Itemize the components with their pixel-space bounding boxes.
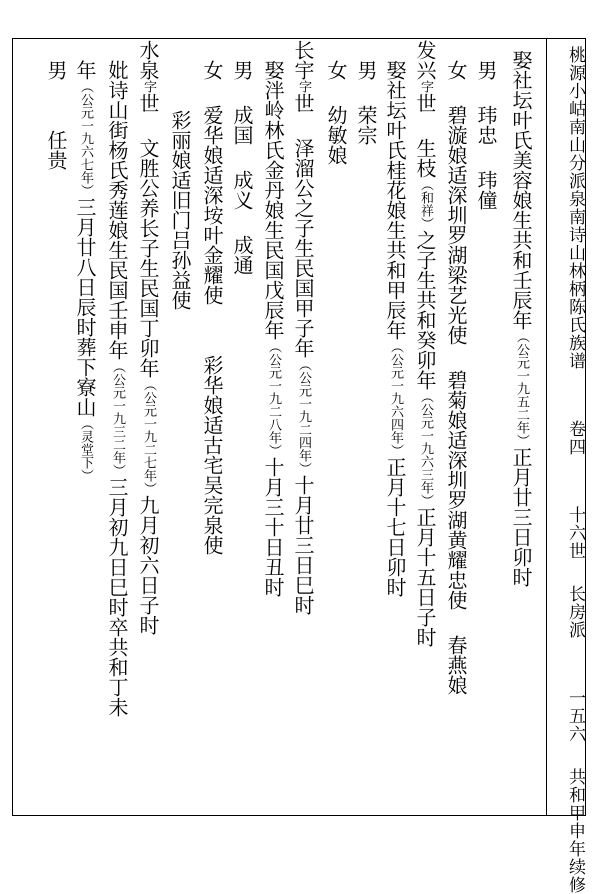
book-title: 桃源小岵南山分派泉南诗山林柄陈氏族谱	[565, 46, 585, 370]
text-column: 女幼敏娘	[324, 60, 348, 165]
text-column: 娶社坛叶氏美容娘生共和壬辰年（公元一九五二年）正月廿三日卯时	[509, 50, 533, 587]
text-column: 女爱华娘适深垵叶金耀使彩华娘适古宅吴完泉使	[200, 60, 224, 555]
text-column: 年（公元一九六七年）三月廿八日辰时葬下寮山（灵堂下）	[73, 60, 97, 482]
text-column: 男玮忠玮僮	[474, 60, 498, 210]
running-header	[560, 46, 586, 894]
text-column: 娶泮岭林氏金丹娘生民国戊辰年（公元一九二八年）十月三十日丑时	[261, 60, 285, 597]
generation-label: 十六世	[565, 506, 585, 560]
volume-label: 卷四	[565, 420, 585, 456]
text-column: 妣诗山街杨氏秀莲娘生民国壬申年（公元一九三二年）三月初九日巳时卒共和丁未	[105, 60, 129, 717]
text-column: 娶社坛叶氏桂花娘生共和甲辰年（公元一九六四年）正月十七日卯时	[383, 60, 407, 597]
header-divider	[546, 38, 547, 816]
text-column: 长宇字世泽溜公之子生民国甲子年（公元一九二四年）十月廿三日巳时	[291, 40, 315, 615]
text-column: 男任贵	[44, 60, 68, 170]
text-column: 发兴字世生枝（和祥）之子生共和癸卯年（公元一九六三年）正月十五日子时	[413, 40, 437, 647]
page-number: 一五六	[565, 689, 585, 743]
text-column: 男荣宗	[354, 60, 378, 145]
text-column: 男成国成义成通	[230, 60, 254, 275]
branch-label: 长房派	[565, 585, 585, 639]
text-column: 水泉字世文胜公养长子生民国丁卯年（公元一九二七年）九月初六日子时	[136, 40, 160, 635]
text-column: 女碧漩娘适深圳罗湖梁艺光使碧菊娘适深圳罗湖黄耀忠使春燕娘	[444, 60, 468, 695]
edition-label: 共和甲申年续修	[565, 768, 585, 894]
text-column: 彩丽娘适旧门吕孙益使	[168, 110, 192, 310]
